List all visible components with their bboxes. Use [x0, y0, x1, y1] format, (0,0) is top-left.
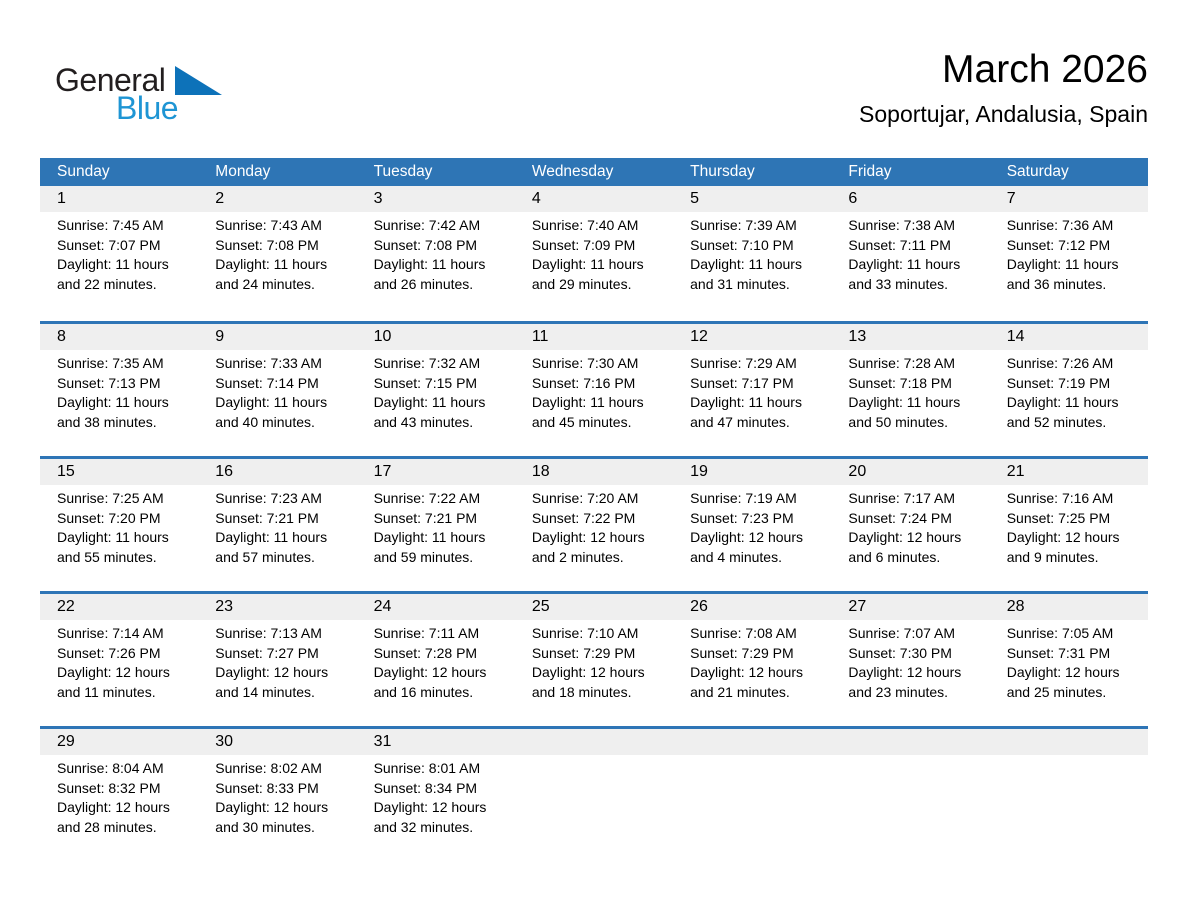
sunset-text: Sunset: 7:17 PM	[690, 374, 794, 391]
sunrise-text: Sunrise: 7:29 AM	[690, 355, 797, 371]
daylight-text-line2: and 36 minutes.	[1006, 275, 1107, 292]
daylight-text-line1: Daylight: 11 hours	[57, 529, 169, 545]
sunrise-text: Sunrise: 8:02 AM	[215, 760, 322, 776]
sunrise-text: Sunrise: 7:05 AM	[1006, 625, 1114, 641]
daylight-text-line2: and 24 minutes.	[215, 275, 315, 292]
weekday-header	[40, 158, 1148, 186]
daylight-text-line2: and 11 minutes.	[57, 683, 156, 700]
daylight-text-line2: and 22 minutes.	[57, 275, 157, 292]
daylight-text-line2: and 40 minutes.	[215, 413, 315, 430]
daylight-text-line1: Daylight: 11 hours	[690, 394, 802, 410]
week-row	[40, 321, 1148, 456]
day-cell	[990, 186, 1148, 321]
daylight-text-line1: Daylight: 11 hours	[215, 256, 328, 272]
daylight-text-line1: Daylight: 12 hours	[1006, 664, 1120, 680]
daylight-text-line1: Daylight: 12 hours	[215, 664, 329, 680]
sunrise-text: Sunrise: 7:40 AM	[531, 217, 639, 233]
day-cell	[357, 594, 515, 726]
day-number: 10	[357, 324, 515, 350]
sunset-text: Sunset: 7:30 PM	[848, 644, 952, 661]
sunrise-text: Sunrise: 7:39 AM	[690, 217, 797, 233]
weekday-label: Tuesday	[373, 163, 433, 180]
daylight-text-line1: Daylight: 12 hours	[690, 529, 803, 545]
title-block	[859, 48, 1148, 128]
day-cell	[198, 324, 356, 456]
day-number: 30	[198, 729, 356, 755]
calendar-rows	[40, 186, 1148, 861]
daylight-text-line1: Daylight: 11 hours	[373, 529, 486, 545]
sunrise-text: Sunrise: 7:45 AM	[57, 217, 164, 233]
day-cell	[40, 186, 198, 321]
daylight-text-line2: and 16 minutes.	[373, 683, 474, 700]
daylight-text-line2: and 2 minutes.	[531, 548, 624, 565]
sunset-text: Sunset: 7:09 PM	[531, 236, 636, 253]
sunrise-text: Sunrise: 7:22 AM	[373, 490, 481, 506]
sunset-text: Sunset: 7:16 PM	[531, 374, 636, 391]
day-number: 12	[673, 324, 831, 350]
day-cell	[40, 594, 198, 726]
weekday-label: Thursday	[690, 163, 755, 180]
day-number: 18	[515, 459, 673, 485]
daylight-text-line2: and 45 minutes.	[531, 413, 632, 430]
daylight-text-line2: and 50 minutes.	[848, 413, 949, 430]
sunrise-text: Sunrise: 7:23 AM	[215, 490, 322, 506]
day-cell	[673, 324, 831, 456]
daylight-text-line1: Daylight: 11 hours	[848, 394, 961, 410]
daylight-text-line1: Daylight: 11 hours	[215, 394, 328, 410]
day-cell	[990, 594, 1148, 726]
daylight-text-line1: Daylight: 12 hours	[57, 799, 170, 815]
day-number	[990, 729, 1148, 755]
sunrise-text: Sunrise: 7:16 AM	[1006, 490, 1114, 506]
day-cell	[831, 324, 989, 456]
day-number: 27	[831, 594, 989, 620]
sunrise-text: Sunrise: 7:36 AM	[1006, 217, 1114, 233]
sunset-text: Sunset: 7:15 PM	[373, 374, 478, 391]
daylight-text-line2: and 21 minutes.	[690, 683, 790, 700]
sunrise-text: Sunrise: 7:19 AM	[690, 490, 797, 506]
day-number: 29	[40, 729, 198, 755]
day-number: 2	[198, 186, 356, 212]
sunrise-text: Sunrise: 7:20 AM	[531, 490, 639, 506]
daylight-text-line2: and 32 minutes.	[373, 818, 474, 835]
day-cell	[673, 729, 831, 861]
daylight-text-line2: and 9 minutes.	[1006, 548, 1099, 565]
month-title: March 2026	[942, 48, 1148, 91]
daylight-text-line2: and 47 minutes.	[690, 413, 790, 430]
sunrise-text: Sunrise: 7:17 AM	[848, 490, 956, 506]
day-number: 31	[357, 729, 515, 755]
daylight-text-line1: Daylight: 11 hours	[848, 256, 961, 272]
day-number: 24	[357, 594, 515, 620]
day-number	[673, 729, 831, 755]
sunset-text: Sunset: 7:26 PM	[57, 644, 161, 661]
daylight-text-line2: and 23 minutes.	[848, 683, 949, 700]
daylight-text-line1: Daylight: 12 hours	[57, 664, 170, 680]
day-cell	[515, 459, 673, 591]
sunrise-text: Sunrise: 7:30 AM	[531, 355, 639, 371]
daylight-text-line1: Daylight: 11 hours	[373, 394, 486, 410]
daylight-text-line1: Daylight: 11 hours	[1006, 256, 1119, 272]
day-cell	[990, 459, 1148, 591]
sunset-text: Sunset: 7:20 PM	[57, 509, 161, 526]
sunset-text: Sunset: 7:23 PM	[690, 509, 794, 526]
day-number: 14	[990, 324, 1148, 350]
location-subtitle: Soportujar, Andalusia, Spain	[859, 100, 1148, 127]
daylight-text-line2: and 55 minutes.	[57, 548, 157, 565]
daylight-text-line1: Daylight: 11 hours	[531, 394, 644, 410]
weekday-label: Sunday	[57, 163, 110, 180]
day-cell	[357, 186, 515, 321]
daylight-text-line1: Daylight: 12 hours	[690, 664, 803, 680]
sunrise-text: Sunrise: 7:26 AM	[1006, 355, 1114, 371]
day-cell	[357, 324, 515, 456]
daylight-text-line1: Daylight: 11 hours	[690, 256, 802, 272]
sunrise-text: Sunrise: 7:43 AM	[215, 217, 322, 233]
day-cell	[673, 186, 831, 321]
day-cell	[831, 594, 989, 726]
week-row	[40, 726, 1148, 861]
sunset-text: Sunset: 7:08 PM	[373, 236, 478, 253]
sunset-text: Sunset: 7:27 PM	[215, 644, 319, 661]
sunrise-text: Sunrise: 7:35 AM	[57, 355, 164, 371]
day-cell	[831, 729, 989, 861]
sunrise-text: Sunrise: 8:01 AM	[373, 760, 481, 776]
general-blue-logo	[55, 56, 295, 136]
sunrise-text: Sunrise: 7:42 AM	[373, 217, 481, 233]
daylight-text-line1: Daylight: 11 hours	[57, 394, 169, 410]
day-cell	[515, 186, 673, 321]
sunset-text: Sunset: 7:31 PM	[1006, 644, 1111, 661]
sunset-text: Sunset: 8:34 PM	[373, 779, 478, 796]
day-number: 25	[515, 594, 673, 620]
sunrise-text: Sunrise: 7:32 AM	[373, 355, 481, 371]
page-header	[40, 0, 1148, 158]
sunset-text: Sunset: 7:21 PM	[373, 509, 478, 526]
day-number: 28	[990, 594, 1148, 620]
day-number: 1	[40, 186, 198, 212]
daylight-text-line2: and 26 minutes.	[373, 275, 474, 292]
day-cell	[198, 459, 356, 591]
daylight-text-line2: and 25 minutes.	[1006, 683, 1107, 700]
sunrise-text: Sunrise: 8:04 AM	[57, 760, 164, 776]
week-row	[40, 186, 1148, 321]
day-number: 22	[40, 594, 198, 620]
sunset-text: Sunset: 7:18 PM	[848, 374, 952, 391]
sunset-text: Sunset: 8:33 PM	[215, 779, 319, 796]
sunset-text: Sunset: 7:07 PM	[57, 236, 161, 253]
daylight-text-line2: and 43 minutes.	[373, 413, 474, 430]
daylight-text-line2: and 6 minutes.	[848, 548, 941, 565]
day-number: 26	[673, 594, 831, 620]
daylight-text-line1: Daylight: 12 hours	[848, 664, 962, 680]
daylight-text-line2: and 28 minutes.	[57, 818, 157, 835]
weekday-label: Monday	[215, 163, 271, 180]
day-number: 17	[357, 459, 515, 485]
sunset-text: Sunset: 8:32 PM	[57, 779, 161, 796]
sunrise-text: Sunrise: 7:07 AM	[848, 625, 956, 641]
sunrise-text: Sunrise: 7:14 AM	[57, 625, 164, 641]
weekday-label: Friday	[848, 163, 892, 180]
daylight-text-line1: Daylight: 11 hours	[373, 256, 486, 272]
day-cell	[198, 186, 356, 321]
day-number: 20	[831, 459, 989, 485]
logo-text-general: General	[55, 62, 166, 98]
sunset-text: Sunset: 7:13 PM	[57, 374, 161, 391]
sunset-text: Sunset: 7:24 PM	[848, 509, 952, 526]
sunset-text: Sunset: 7:19 PM	[1006, 374, 1111, 391]
daylight-text-line2: and 38 minutes.	[57, 413, 157, 430]
daylight-text-line2: and 14 minutes.	[215, 683, 315, 700]
weekday-label: Wednesday	[531, 163, 614, 180]
day-cell	[831, 186, 989, 321]
sunset-text: Sunset: 7:22 PM	[531, 509, 636, 526]
daylight-text-line1: Daylight: 12 hours	[531, 529, 645, 545]
logo-triangle-icon	[175, 66, 222, 95]
daylight-text-line1: Daylight: 12 hours	[531, 664, 645, 680]
daylight-text-line2: and 52 minutes.	[1006, 413, 1107, 430]
daylight-text-line2: and 59 minutes.	[373, 548, 474, 565]
day-number: 3	[357, 186, 515, 212]
daylight-text-line2: and 18 minutes.	[531, 683, 632, 700]
sunrise-text: Sunrise: 7:25 AM	[57, 490, 164, 506]
day-number: 11	[515, 324, 673, 350]
sunrise-text: Sunrise: 7:11 AM	[373, 625, 480, 641]
daylight-text-line2: and 30 minutes.	[215, 818, 315, 835]
day-cell	[515, 729, 673, 861]
calendar-table	[40, 158, 1148, 861]
day-number	[515, 729, 673, 755]
week-row	[40, 456, 1148, 591]
day-number: 23	[198, 594, 356, 620]
day-cell	[515, 594, 673, 726]
day-cell	[831, 459, 989, 591]
day-number: 7	[990, 186, 1148, 212]
weekday-label: Saturday	[1006, 163, 1069, 180]
day-cell	[673, 459, 831, 591]
day-cell	[40, 729, 198, 861]
sunset-text: Sunset: 7:14 PM	[215, 374, 319, 391]
sunrise-text: Sunrise: 7:10 AM	[531, 625, 639, 641]
sunset-text: Sunset: 7:11 PM	[848, 236, 951, 253]
sunrise-text: Sunrise: 7:08 AM	[690, 625, 797, 641]
daylight-text-line2: and 4 minutes.	[690, 548, 782, 565]
day-cell	[990, 729, 1148, 861]
daylight-text-line1: Daylight: 12 hours	[373, 664, 487, 680]
daylight-text-line1: Daylight: 12 hours	[1006, 529, 1120, 545]
day-number: 19	[673, 459, 831, 485]
day-number: 9	[198, 324, 356, 350]
day-cell	[40, 459, 198, 591]
day-cell	[40, 324, 198, 456]
logo-text-blue: Blue	[116, 90, 179, 126]
day-number: 21	[990, 459, 1148, 485]
day-cell	[198, 729, 356, 861]
sunset-text: Sunset: 7:29 PM	[531, 644, 636, 661]
sunset-text: Sunset: 7:10 PM	[690, 236, 794, 253]
sunset-text: Sunset: 7:29 PM	[690, 644, 794, 661]
sunrise-text: Sunrise: 7:38 AM	[848, 217, 956, 233]
daylight-text-line1: Daylight: 12 hours	[848, 529, 962, 545]
day-cell	[357, 459, 515, 591]
daylight-text-line2: and 31 minutes.	[690, 275, 790, 292]
sunset-text: Sunset: 7:12 PM	[1006, 236, 1111, 253]
day-number: 8	[40, 324, 198, 350]
day-number: 4	[515, 186, 673, 212]
daylight-text-line2: and 57 minutes.	[215, 548, 315, 565]
daylight-text-line1: Daylight: 11 hours	[1006, 394, 1119, 410]
daylight-text-line1: Daylight: 12 hours	[373, 799, 487, 815]
sunset-text: Sunset: 7:25 PM	[1006, 509, 1111, 526]
sunrise-text: Sunrise: 7:33 AM	[215, 355, 322, 371]
day-number	[831, 729, 989, 755]
day-cell	[990, 324, 1148, 456]
daylight-text-line1: Daylight: 11 hours	[57, 256, 169, 272]
day-cell	[515, 324, 673, 456]
day-cell	[198, 594, 356, 726]
daylight-text-line1: Daylight: 11 hours	[531, 256, 644, 272]
sunrise-text: Sunrise: 7:13 AM	[215, 625, 322, 641]
daylight-text-line1: Daylight: 12 hours	[215, 799, 329, 815]
day-number: 6	[831, 186, 989, 212]
daylight-text-line1: Daylight: 11 hours	[215, 529, 328, 545]
day-number: 16	[198, 459, 356, 485]
daylight-text-line2: and 29 minutes.	[531, 275, 632, 292]
day-number: 13	[831, 324, 989, 350]
day-number: 15	[40, 459, 198, 485]
sunset-text: Sunset: 7:28 PM	[373, 644, 478, 661]
daylight-text-line2: and 33 minutes.	[848, 275, 949, 292]
day-cell	[357, 729, 515, 861]
day-number: 5	[673, 186, 831, 212]
week-row	[40, 591, 1148, 726]
sunrise-text: Sunrise: 7:28 AM	[848, 355, 956, 371]
sunset-text: Sunset: 7:21 PM	[215, 509, 319, 526]
sunset-text: Sunset: 7:08 PM	[215, 236, 319, 253]
day-cell	[673, 594, 831, 726]
